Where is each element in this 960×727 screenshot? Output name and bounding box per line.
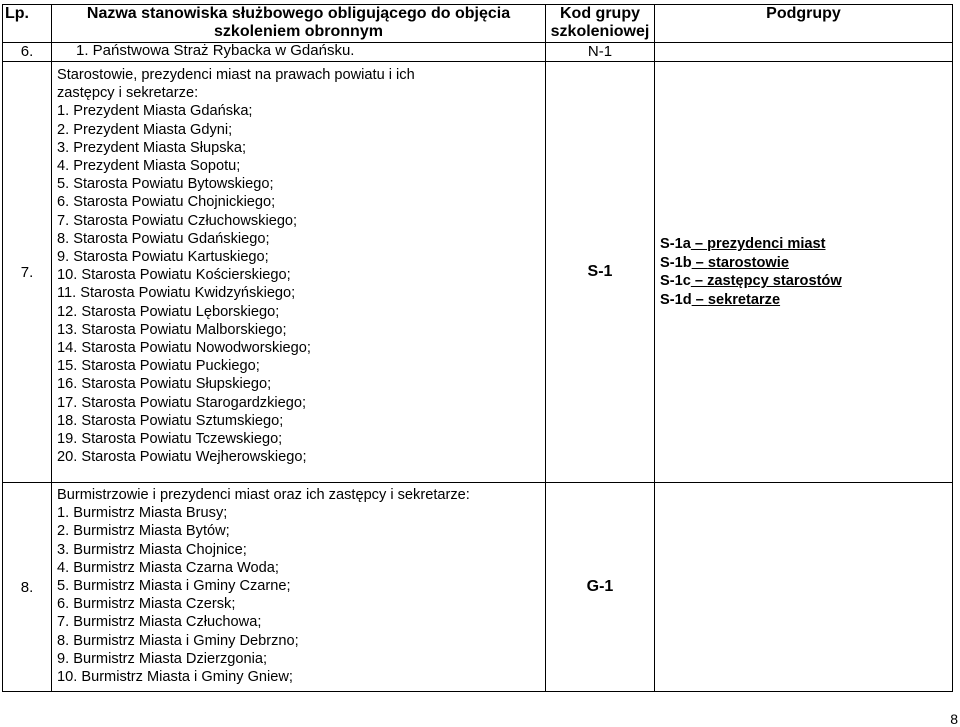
header-name-line2: szkoleniem obronnym: [214, 23, 383, 40]
header-position-name: [52, 5, 546, 43]
list-item: 5. Burmistrz Miasta i Gminy Czarne;: [57, 578, 291, 595]
list-item: 1. Burmistrz Miasta Brusy;: [57, 505, 228, 522]
subgroup-desc: zastępcy starostów: [707, 273, 842, 289]
header-lp: Lp.: [3, 5, 52, 43]
list-item: 1. Prezydent Miasta Gdańska;: [57, 103, 253, 120]
row7-lp: 7.: [3, 62, 52, 483]
row8-list: [52, 483, 546, 692]
subgroup-dash: –: [690, 273, 708, 289]
row7-intro-line2: zastępcy i sekretarze:: [57, 85, 199, 102]
list-item: 20. Starosta Powiatu Wejherowskiego;: [57, 449, 307, 466]
list-item: 13. Starosta Powiatu Malborskiego;: [57, 321, 287, 338]
list-item: 12. Starosta Powiatu Lęborskiego;: [57, 303, 280, 320]
header-row: [3, 5, 953, 43]
header-code-line2: szkoleniowej: [550, 23, 650, 40]
list-item: 8. Burmistrz Miasta i Gminy Debrzno;: [57, 632, 299, 649]
table-row-7: [3, 62, 953, 483]
list-item: 10. Burmistrz Miasta i Gminy Gniew;: [57, 669, 293, 686]
row7-list: [52, 62, 546, 483]
row7-subgroups: [655, 62, 953, 483]
list-item: 9. Burmistrz Miasta Dzierzgonia;: [57, 650, 268, 667]
row6-subgroups: [655, 43, 953, 62]
row6-code: N-1: [546, 43, 655, 62]
list-item: 4. Burmistrz Miasta Czarna Woda;: [57, 559, 279, 576]
subgroup-desc: starostowie: [707, 254, 789, 271]
list-item: 3. Burmistrz Miasta Chojnice;: [57, 541, 247, 558]
subgroup-dash: –: [690, 236, 708, 252]
page-number: 8: [950, 711, 958, 727]
list-item: 18. Starosta Powiatu Sztumskiego;: [57, 412, 284, 429]
subgroup-item: [660, 254, 952, 273]
list-item: 19. Starosta Powiatu Tczewskiego;: [57, 431, 283, 448]
list-item: 15. Starosta Powiatu Puckiego;: [57, 358, 260, 375]
subgroup-code: S-1c: [660, 273, 691, 289]
list-item: 7. Burmistrz Miasta Człuchowa;: [57, 614, 262, 631]
subgroup-code: S-1b: [660, 254, 692, 271]
list-item: 16. Starosta Powiatu Słupskiego;: [57, 376, 272, 393]
subgroup-dash: –: [691, 254, 708, 271]
subgroup-item: [660, 272, 952, 291]
list-item: 17. Starosta Powiatu Starogardzkiego;: [57, 394, 307, 411]
row8-lp: 8.: [3, 483, 52, 692]
row8-code: G-1: [546, 483, 655, 692]
row6-name: 1. Państwowa Straż Rybacka w Gdańsku.: [52, 43, 546, 62]
list-item: 9. Starosta Powiatu Kartuskiego;: [57, 249, 269, 266]
header-code-line1: Kod grupy: [560, 5, 640, 22]
list-item: 14. Starosta Powiatu Nowodworskiego;: [57, 340, 311, 357]
table-row-8: [3, 483, 953, 692]
row8-intro: Burmistrzowie i prezydenci miast oraz ich zastępcy i sekretarze:: [57, 487, 470, 503]
row7-code: S-1: [546, 62, 655, 483]
row8-subgroups: [655, 483, 953, 692]
list-item: 6. Burmistrz Miasta Czersk;: [57, 596, 236, 613]
subgroup-desc: sekretarze: [707, 291, 781, 308]
subgroup-item: [660, 291, 952, 310]
subgroup-item: [660, 235, 952, 254]
list-item: 2. Prezydent Miasta Gdyni;: [57, 121, 233, 138]
header-subgroups: Podgrupy: [655, 5, 953, 43]
list-item: 11. Starosta Powiatu Kwidzyńskiego;: [57, 285, 296, 302]
list-item: 2. Burmistrz Miasta Bytów;: [57, 523, 230, 540]
list-item: 3. Prezydent Miasta Słupska;: [57, 139, 246, 156]
list-item: 10. Starosta Powiatu Kościerskiego;: [57, 267, 291, 284]
list-item: 8. Starosta Powiatu Gdańskiego;: [57, 230, 270, 247]
subgroup-code: S-1d: [660, 291, 692, 308]
subgroup-code: S-1a: [660, 236, 691, 252]
subgroup-desc: prezydenci miast: [707, 236, 826, 252]
row7-intro-line1: Starostowie, prezydenci miast na prawach powiatu i ich: [57, 67, 415, 83]
subgroup-dash: –: [691, 291, 708, 308]
header-name-line1: Nazwa stanowiska służbowego obligującego do objęcia: [86, 5, 511, 22]
list-item: 6. Starosta Powiatu Chojnickiego;: [57, 194, 276, 211]
table-row-6: [3, 43, 953, 62]
training-groups-table: [2, 4, 953, 692]
header-group-code: [546, 5, 655, 43]
row6-lp: 6.: [3, 43, 52, 62]
list-item: 7. Starosta Powiatu Człuchowskiego;: [57, 212, 298, 229]
list-item: 5. Starosta Powiatu Bytowskiego;: [57, 176, 274, 193]
list-item: 4. Prezydent Miasta Sopotu;: [57, 158, 241, 175]
